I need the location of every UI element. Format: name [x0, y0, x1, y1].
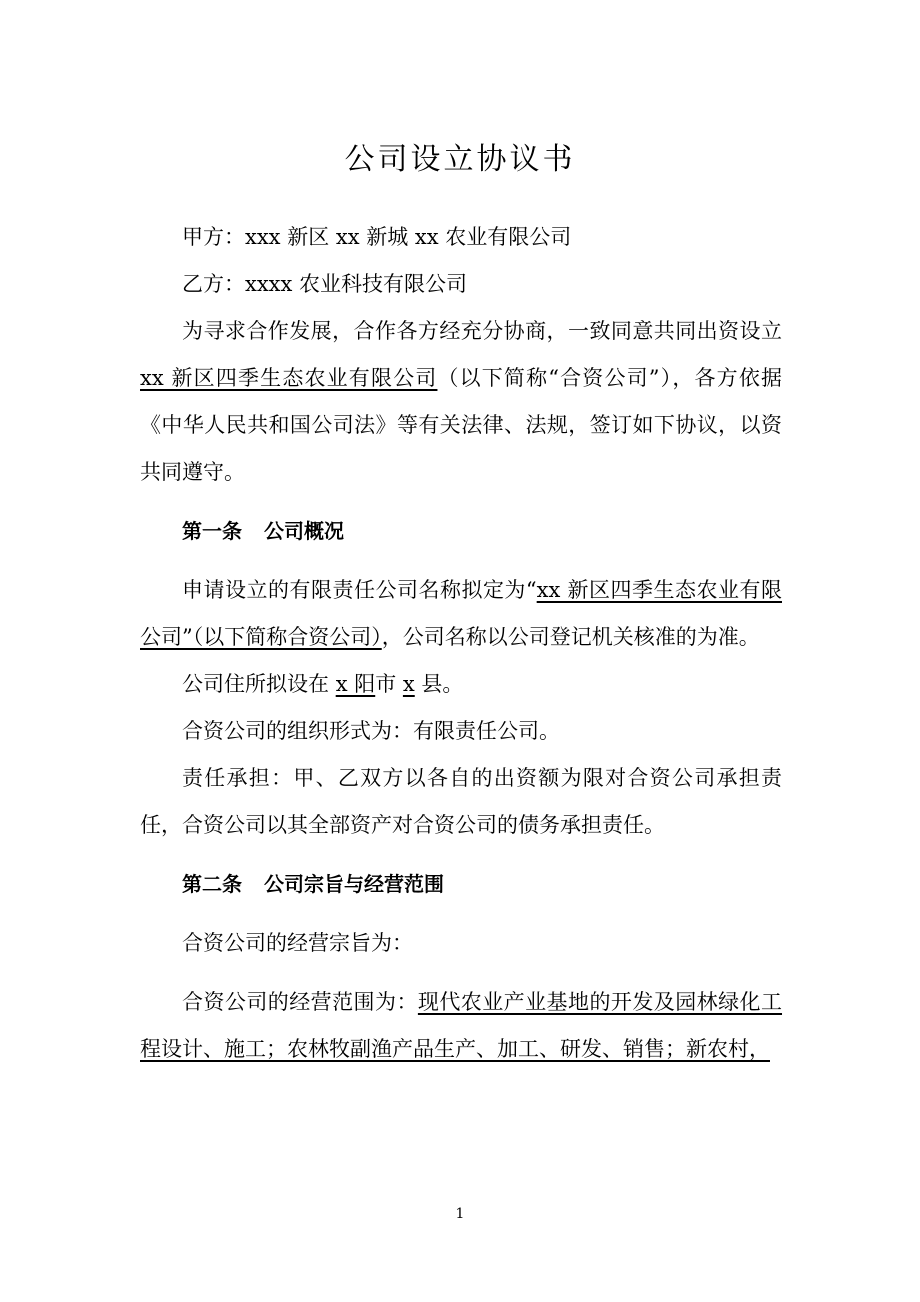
article-1-p2-text-c: 县。	[414, 672, 464, 696]
article-1-city: x 阳	[335, 672, 376, 696]
document-body	[140, 214, 782, 1073]
article-1-p1-text-b: ，公司名称以公司登记机关核准的为准。	[381, 625, 760, 649]
intro-text-2: （以下简称“合资公司”），各方依据《中华人民共和国公司法》等有关法律、法规，签订如下协议，以资共同遵守。	[140, 366, 782, 484]
article-2-scope-label: 合资公司的经营范围为：	[182, 990, 418, 1014]
article-1-org-form: 合资公司的组织形式为：有限责任公司。	[182, 719, 560, 743]
article-1-company-name: xx 新区四季生态农业有限公司”（以下简称合资公司）	[140, 578, 782, 649]
article-2-heading	[140, 861, 782, 908]
intro-company-name: xx 新区四季生态农业有限公司	[140, 366, 438, 390]
article-1-heading	[140, 508, 782, 555]
intro-text-1: 为寻求合作发展，合作各方经充分协商，一致同意共同出资设立	[182, 319, 782, 343]
article-2-scope-text: 现代农业产业基地的开发及园林绿化工程设计、施工；农林牧副渔产品生产、加工、研发、销售；新农村，	[140, 990, 783, 1061]
article-1-company-name-paragraph	[140, 567, 782, 661]
article-1-liability: 责任承担：甲、乙双方以各自的出资额为限对合资公司承担责任，合资公司以其全部资产对合资公司的债务承担责任。	[140, 766, 782, 837]
article-2-purpose: 合资公司的经营宗旨为：	[182, 931, 413, 955]
article-1-county: x	[402, 672, 415, 696]
article-1-address-paragraph	[140, 661, 782, 708]
article-1-number: 第一条	[182, 519, 242, 543]
party-a: 甲方：xxx 新区 xx 新城 xx 农业有限公司	[182, 225, 572, 249]
page-number: 1	[455, 1206, 465, 1222]
article-1-title: 公司概况	[264, 519, 344, 543]
article-2-title: 公司宗旨与经营范围	[264, 872, 444, 896]
document-title: 公司设立协议书	[344, 142, 576, 177]
article-2-scope-paragraph	[140, 979, 782, 1073]
article-1-p2-text-b: 市	[375, 672, 403, 696]
article-2-number: 第二条	[182, 872, 242, 896]
party-b: 乙方：xxxx 农业科技有限公司	[182, 272, 468, 296]
article-1-p2-text-a: 公司住所拟设在	[182, 672, 336, 696]
intro-paragraph	[140, 308, 782, 496]
article-1-p1-text-a: 申请设立的有限责任公司名称拟定为“	[182, 578, 537, 602]
